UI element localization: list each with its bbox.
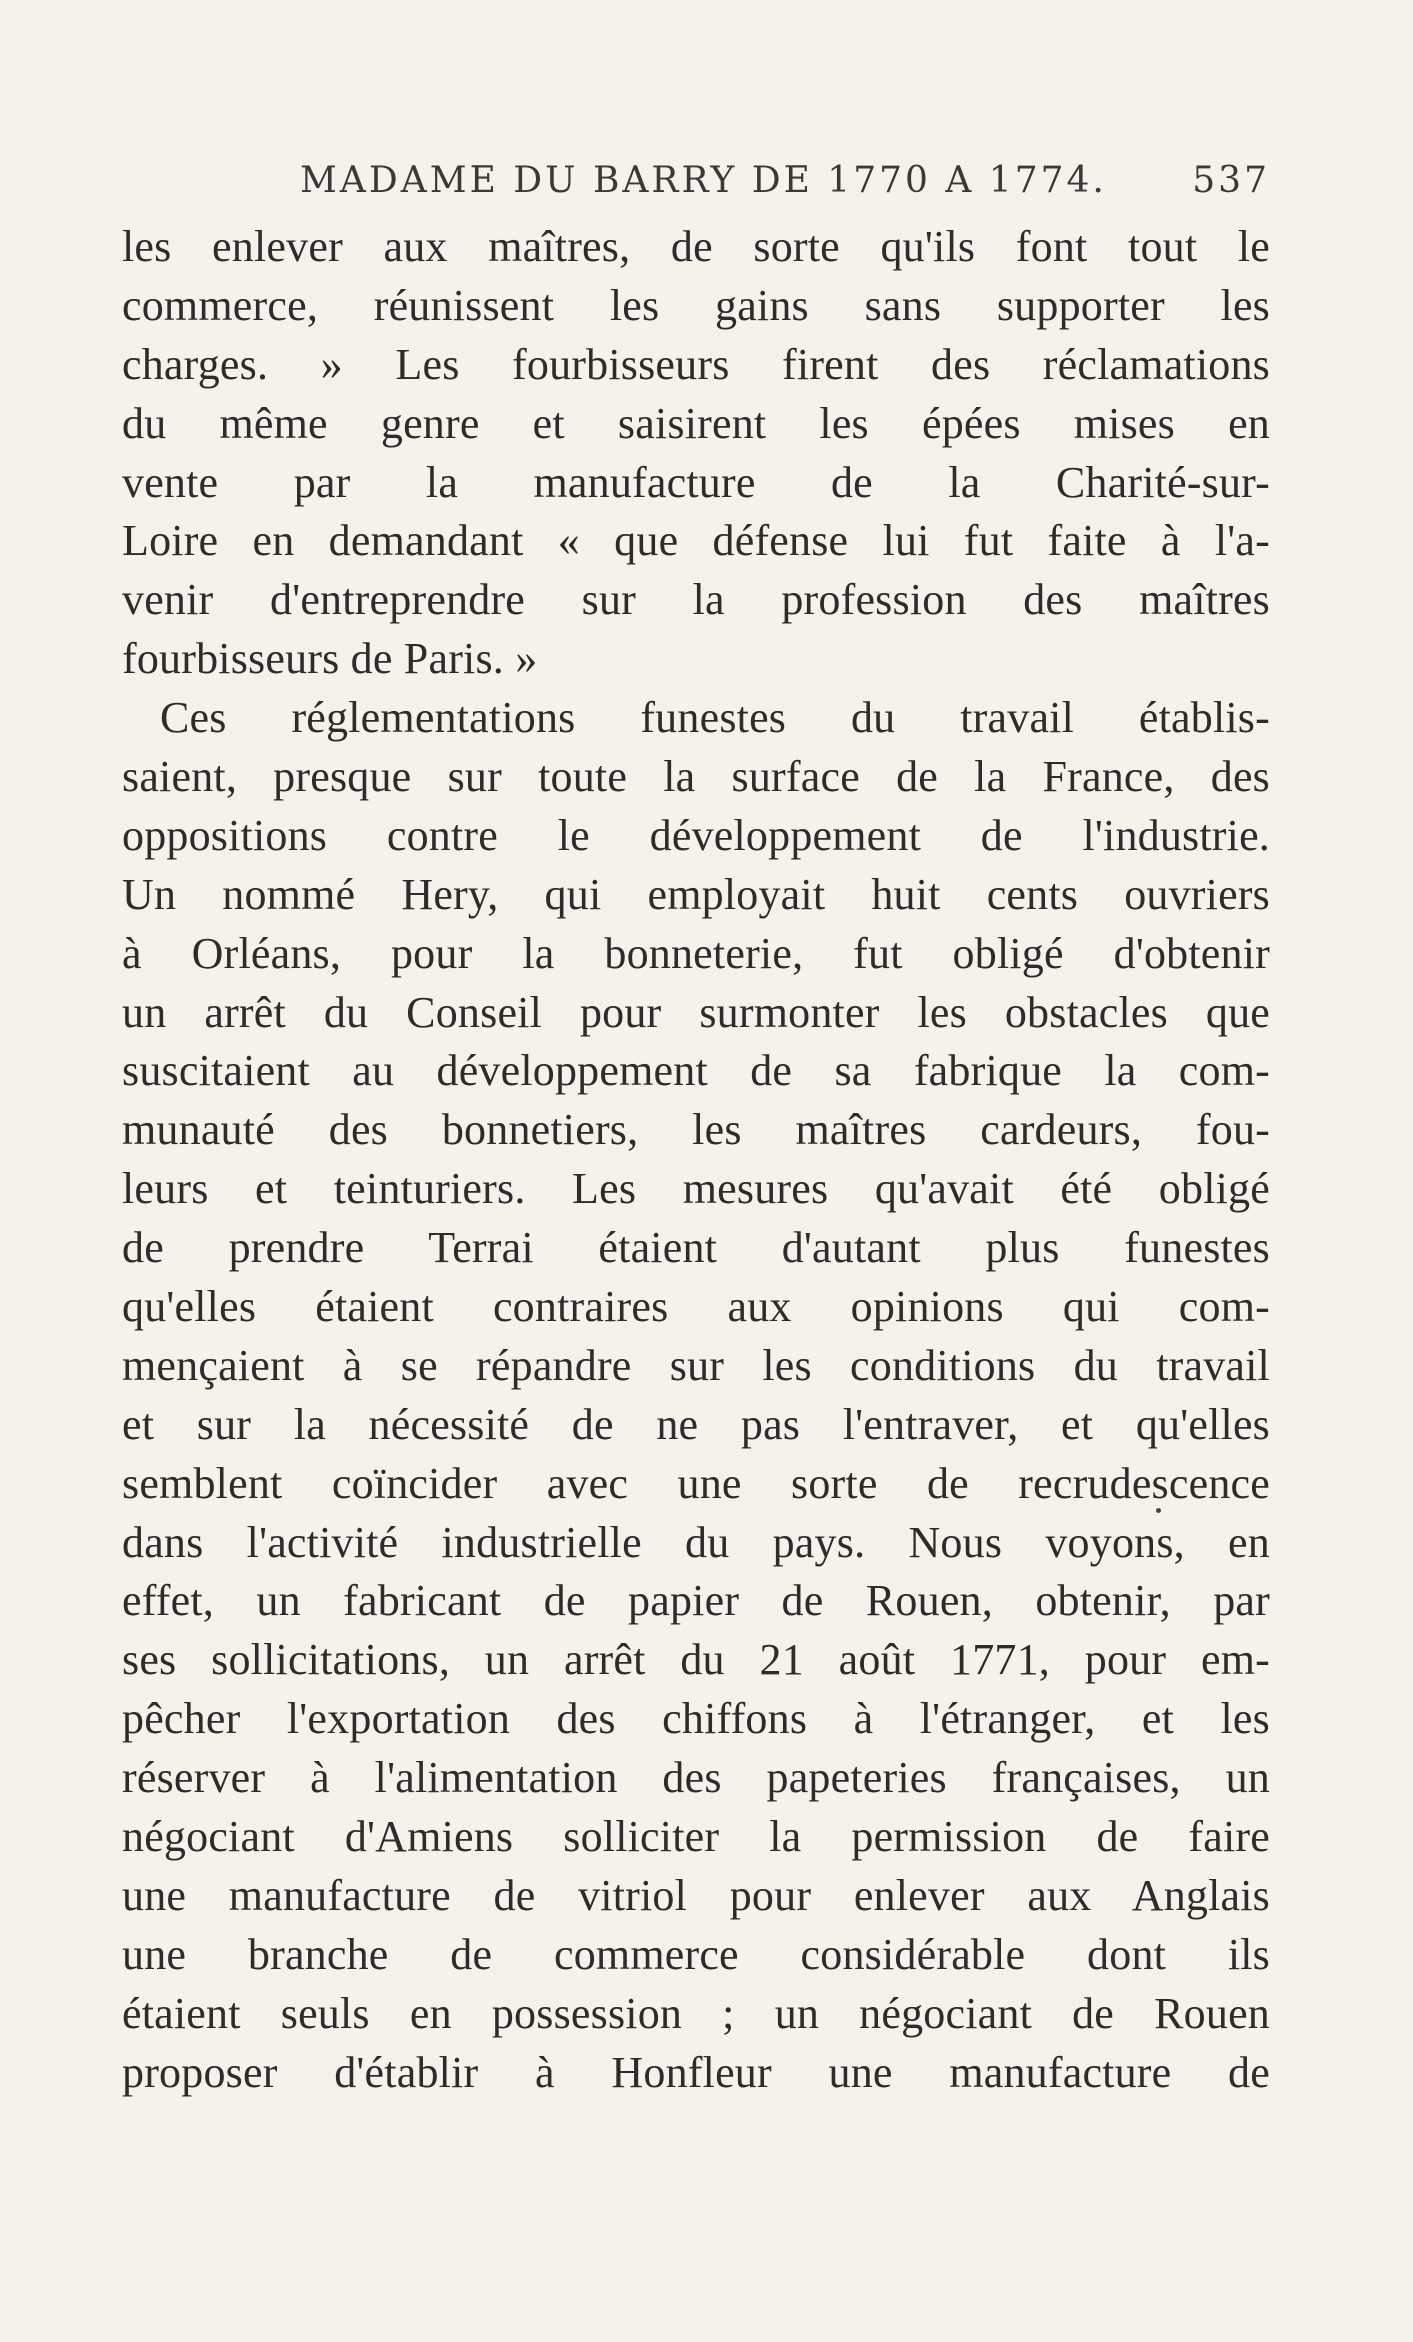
- text-line: ses sollicitations, un arrêt du 21 août 1771, pour em-: [122, 1635, 1270, 1685]
- text-line: étaient seuls en possession ; un négociant de Rouen: [122, 1988, 1270, 2038]
- text-line: de prendre Terrai étaient d'autant plus funestes: [122, 1223, 1270, 1273]
- running-title: MADAME DU BARRY DE 1770 A 1774.: [300, 160, 1107, 201]
- text-line: pêcher l'exportation des chiffons à l'étranger, et les: [122, 1694, 1270, 1744]
- text-line: proposer d'établir à Honfleur une manufacture de: [122, 2047, 1270, 2097]
- text-line: à Orléans, pour la bonneterie, fut obligé d'obtenir: [122, 928, 1270, 978]
- text-line: vente par la manufacture de la Charité-sur-: [122, 457, 1270, 507]
- body-text: [122, 218, 1270, 2103]
- ink-speck: [1156, 1508, 1161, 1513]
- text-line: du même genre et saisirent les épées mises en: [122, 398, 1270, 448]
- text-line: fourbisseurs de Paris. »: [122, 634, 538, 684]
- text-line: dans l'activité industrielle du pays. Nous voyons, en: [122, 1517, 1270, 1567]
- text-line: mençaient à se répandre sur les conditions du travail: [122, 1340, 1270, 1390]
- text-line: commerce, réunissent les gains sans supporter les: [122, 280, 1270, 330]
- text-line: oppositions contre le développement de l'industrie.: [122, 810, 1270, 860]
- text-line: Un nommé Hery, qui employait huit cents ouvriers: [122, 869, 1270, 919]
- text-line: leurs et teinturiers. Les mesures qu'avait été obligé: [122, 1164, 1270, 1214]
- text-line: réserver à l'alimentation des papeteries françaises, un: [122, 1753, 1270, 1803]
- text-line: suscitaient au développement de sa fabrique la com-: [122, 1046, 1270, 1096]
- text-line: munauté des bonnetiers, les maîtres cardeurs, fou-: [122, 1105, 1270, 1155]
- text-line: un arrêt du Conseil pour surmonter les obstacles que: [122, 987, 1270, 1037]
- text-line: une manufacture de vitriol pour enlever aux Anglais: [122, 1870, 1270, 1920]
- text-line: venir d'entreprendre sur la profession des maîtres: [122, 575, 1270, 625]
- text-line: Loire en demandant « que défense lui fut faite à l'a-: [122, 516, 1270, 566]
- text-line: une branche de commerce considérable dont ils: [122, 1929, 1270, 1979]
- text-line: qu'elles étaient contraires aux opinions qui com-: [122, 1282, 1270, 1332]
- text-line: charges. » Les fourbisseurs firent des réclamations: [122, 339, 1270, 389]
- page-number: 537: [1192, 160, 1270, 201]
- text-line: Ces réglementations funestes du travail établis-: [160, 693, 1270, 743]
- text-line: négociant d'Amiens solliciter la permission de faire: [122, 1812, 1270, 1862]
- page-header: [122, 160, 1270, 210]
- text-line: saient, presque sur toute la surface de la France, des: [122, 752, 1270, 802]
- text-line: effet, un fabricant de papier de Rouen, obtenir, par: [122, 1576, 1270, 1626]
- text-line: les enlever aux maîtres, de sorte qu'ils font tout le: [122, 222, 1270, 271]
- text-line: et sur la nécessité de ne pas l'entraver, et qu'elles: [122, 1399, 1270, 1449]
- text-line: semblent coïncider avec une sorte de recrudescence: [122, 1458, 1270, 1508]
